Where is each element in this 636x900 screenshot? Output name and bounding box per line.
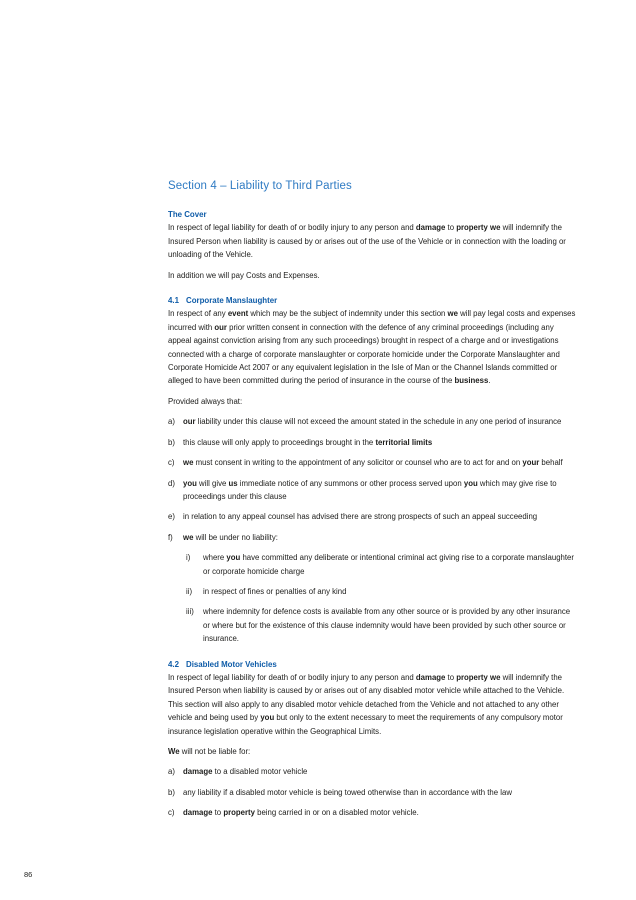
list-item-text — [183, 806, 578, 819]
list-item — [186, 605, 578, 645]
list-item-label: a) — [168, 767, 175, 777]
list-item-label: e) — [168, 512, 175, 522]
list-item — [168, 456, 578, 469]
paragraph — [168, 269, 578, 282]
defined-term: property — [456, 672, 488, 682]
list-item-text — [183, 765, 578, 778]
page-number: 86 — [24, 870, 33, 879]
text-run: will give — [196, 478, 229, 488]
defined-term: property — [223, 808, 255, 818]
defined-term: we — [447, 309, 458, 319]
text-run: which may be the subject of indemnity under this section — [248, 309, 448, 319]
text-run: which may give rise to proceedings under this clause — [183, 478, 557, 501]
text-run: any liability if a disabled motor vehicle is being towed otherwise than in accordance with the law — [183, 787, 512, 797]
defined-term: you — [226, 553, 241, 563]
subheading — [168, 208, 578, 221]
defined-term: we — [490, 223, 501, 233]
defined-term: damage — [183, 767, 213, 777]
list-item — [168, 786, 578, 799]
text-run: In respect of legal liability for death of or bodily injury to any person and — [168, 672, 416, 682]
text-run: this clause will only apply to proceedings brought in the — [183, 437, 376, 447]
list-item-text — [183, 510, 578, 523]
defined-term: you — [260, 713, 275, 723]
list-item-label: d) — [168, 478, 175, 488]
text-run: to — [445, 223, 457, 233]
list-item-text — [183, 786, 578, 799]
list-item — [186, 551, 578, 578]
subheading — [168, 658, 578, 671]
defined-term: your — [522, 458, 540, 468]
text-run: immediate notice of any summons or other process served upon — [237, 478, 464, 488]
list-item-text — [183, 415, 578, 428]
list-item — [168, 531, 578, 544]
defined-term: we — [183, 532, 194, 542]
list-item-label: ii) — [186, 586, 193, 596]
defined-term: we — [183, 458, 194, 468]
subheading-text: Corporate Manslaughter — [186, 296, 278, 306]
text-run: being carried in or on a disabled motor vehicle. — [254, 808, 419, 818]
subheading — [168, 294, 578, 307]
list-item-label: f) — [168, 532, 173, 542]
list-item — [168, 436, 578, 449]
paragraph — [168, 745, 578, 758]
list-item-label: b) — [168, 437, 175, 447]
text-run: to — [445, 672, 457, 682]
list-item-label: iii) — [186, 607, 194, 617]
text-run: In respect of any — [168, 309, 228, 319]
list-item-label: i) — [186, 553, 191, 563]
list-item — [168, 477, 578, 504]
section-title: Section 4 – Liability to Third Parties — [168, 180, 352, 192]
text-run: In addition we will pay Costs and Expenses. — [168, 270, 320, 280]
text-run: In respect of legal liability for death of or bodily injury to any person and — [168, 223, 416, 233]
text-run: will indemnify the Insured Person when liability is caused by or arises out of any disabled motor vehicle while attached to the Vehicle. This section will also apply to any disabled motor vehicle detached from the Vehicle and not attached to any other vehicle and being used by — [168, 672, 565, 723]
list-item-label: b) — [168, 787, 175, 797]
defined-term: you — [183, 478, 197, 488]
list-item-label: c) — [168, 808, 175, 818]
text-run: . — [488, 376, 491, 386]
paragraph — [168, 671, 578, 738]
text-run: liability under this clause will not exceed the amount stated in the schedule in any one period of insurance — [195, 417, 562, 427]
paragraph — [168, 395, 578, 408]
list-item-text — [183, 531, 578, 544]
subheading-text: Disabled Motor Vehicles — [186, 659, 277, 669]
defined-term: business — [454, 376, 489, 386]
document-content — [168, 179, 578, 827]
defined-term: our — [214, 322, 227, 332]
subheading-number: 4.2 — [168, 659, 179, 669]
text-run: will indemnify the Insured Person when liability is caused by or arises out of the use of the Vehicle or in connection with the loading or unloading of the Vehicle. — [168, 223, 566, 260]
text-run: have committed any deliberate or intentional criminal act giving rise to a corporate manslaughter or corporate homicide charge — [203, 553, 574, 576]
defined-term: property — [456, 223, 488, 233]
list-item — [168, 765, 578, 778]
list-item — [168, 415, 578, 428]
list-item-text — [203, 551, 578, 578]
text-run: must consent in writing to the appointment of any solicitor or counsel who are to act for and on — [193, 458, 523, 468]
list-item — [186, 585, 578, 598]
list-item — [168, 806, 578, 819]
text-run: to — [212, 808, 224, 818]
text-run: will be under no liability: — [193, 532, 278, 542]
text-run: behalf — [539, 458, 563, 468]
defined-term: our — [183, 417, 196, 427]
text-run: prior written consent in connection with the defence of any criminal proceedings (including any appeal against conviction arising from any such proceedings) brought in respect of a charge and or investigations connected with a charge of corporate manslaughter or corporate homicide under the Corporate Manslaughter and Corporate Homicide Act 2007 or any equivalent legislation in the Isle of Man or the Channel Islands committed or alleged to have been committed during the period of insurance in the course of the — [168, 322, 560, 386]
text-run: but only to the extent necessary to meet the requirements of any compulsory motor insurance legislation operative within the Geographical Limits. — [168, 713, 563, 736]
text-run: where indemnity for defence costs is available from any other source or is provided by any other insurance or where but for the existence of this clause indemnity would have been provided by such other source or insurance. — [203, 607, 571, 644]
list-item — [168, 510, 578, 523]
defined-term: you — [463, 478, 478, 488]
subheading-number: 4.1 — [168, 296, 179, 306]
text-run: in respect of fines or penalties of any kind — [203, 586, 347, 596]
list-item-text — [203, 605, 578, 645]
list-item-text — [183, 456, 578, 469]
text-run: will not be liable for: — [179, 747, 251, 756]
text-run: will pay legal costs and expenses incurred with — [168, 309, 576, 332]
document-body — [168, 208, 578, 820]
paragraph — [168, 221, 578, 261]
list-item-text — [183, 436, 578, 449]
defined-term: damage — [415, 223, 446, 233]
defined-term: We — [168, 747, 180, 756]
defined-term: damage — [183, 808, 213, 818]
defined-term: event — [227, 309, 249, 319]
text-run: in relation to any appeal counsel has advised there are strong prospects of such an appeal succeeding — [183, 512, 538, 522]
defined-term: us — [228, 478, 238, 488]
subheading-text: The Cover — [168, 210, 207, 219]
defined-term: damage — [415, 672, 446, 682]
defined-term: territorial limits — [375, 437, 433, 447]
list-item-text — [183, 477, 578, 504]
text-run: Provided always that: — [168, 396, 243, 406]
list-item-label: c) — [168, 458, 175, 468]
text-run: where — [203, 553, 227, 563]
list-item-text — [203, 585, 578, 598]
defined-term: we — [490, 672, 501, 682]
paragraph — [168, 307, 578, 387]
text-run: to a disabled motor vehicle — [212, 767, 308, 777]
list-item-label: a) — [168, 417, 175, 427]
